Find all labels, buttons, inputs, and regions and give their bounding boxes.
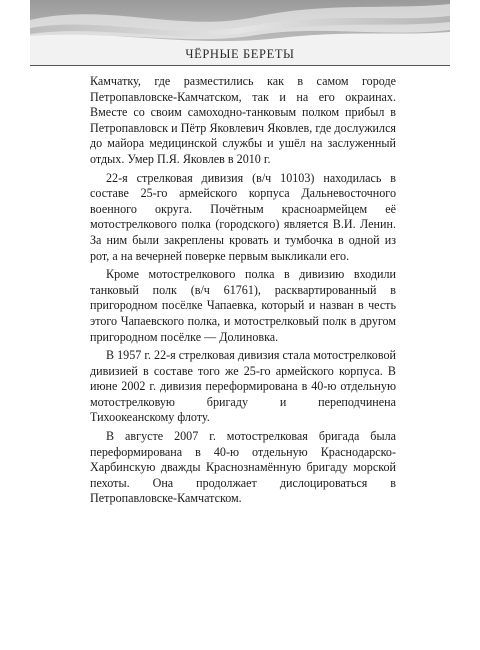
paragraph: В августе 2007 г. мотострелковая бригада была переформирована в 40-ю отдельную Краснодарско-Харбинскую дважды Краснознамённую бригаду морской пехоты. Она продолжает дислоцироваться в Петропавловске-Камчатском. (90, 429, 396, 506)
header-decoration (30, 0, 450, 68)
paragraph: 22-я стрелковая дивизия (в/ч 10103) находилась в составе 25-го армейского корпуса Дальневосточного военного округа. Почётным красноармейцем её мотострелкового полка (городского) является В.И. Ленин. За ним были закреплены кровать и тумбочка в одной из рот, а на вечерней поверке первым выкликали его. (90, 170, 396, 263)
body-text (90, 74, 396, 507)
header-rule (30, 65, 450, 66)
paragraph: Кроме мотострелкового полка в дивизию входили танковый полк (в/ч 61761), расквартированный в пригородном посёлке Чапаевка, который и назван в честь этого Чапаевского полка, и мотострелковый полк в другом пригородном посёлке — Долиновка. (90, 267, 396, 344)
paragraph: Камчатку, где разместились как в самом городе Петропавловске-Камчатском, так и на его окраинах. Вместе со своим самоходно-танковым полком прибыл в Петропавловск и Пётр Яковлевич Яковлев, где дослужился до майора медицинской службы и ушёл на заслуженный отдых. Умер П.Я. Яковлев в 2010 г. (90, 74, 396, 166)
running-head: ЧЁРНЫЕ БЕРЕТЫ (185, 47, 295, 61)
paragraph: В 1957 г. 22-я стрелковая дивизия стала мотострелковой дивизией в составе того же 25-го армейского корпуса. В июне 2002 г. дивизия переформирована в 40-ю отдельную мотострелковую бригаду и переподчинена Тихоокеанскому флоту. (90, 348, 396, 425)
